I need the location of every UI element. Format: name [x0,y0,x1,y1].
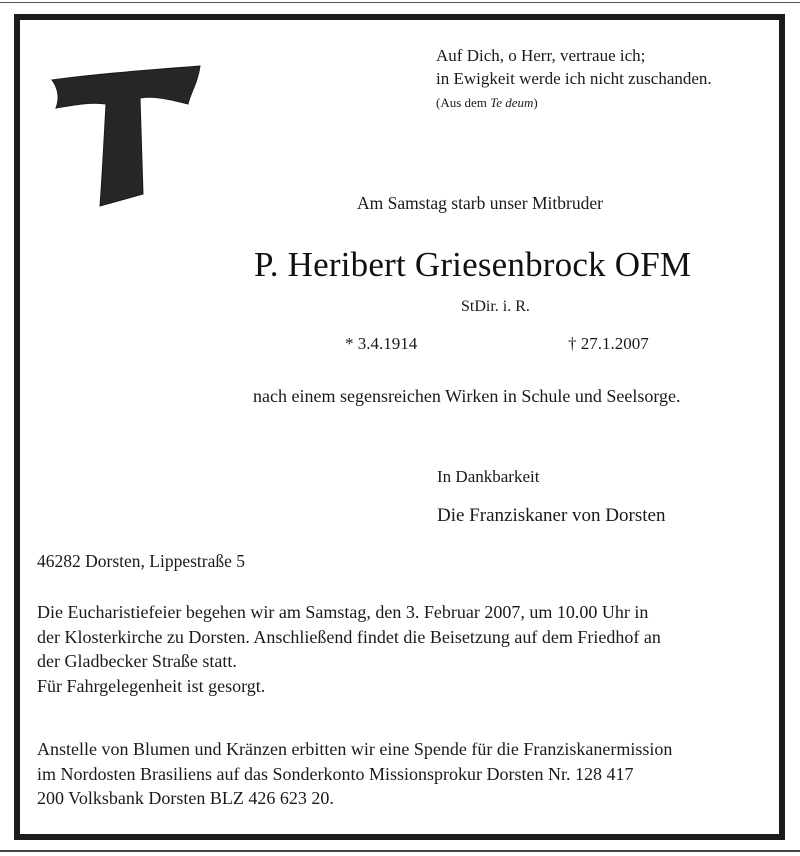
service-line: der Klosterkirche zu Dorsten. Anschließend findet die Beisetzung auf dem Friedhof an [37,626,661,647]
thanks-text: In Dankbarkeit [437,467,540,486]
scan-edge-bottom [0,850,800,852]
sender-name: Die Franziskaner von Dorsten [437,505,666,526]
service-line: der Gladbecker Straße statt. [37,651,237,671]
address-line: 46282 Dorsten, Lippestraße 5 [37,551,246,571]
deceased-title: StDir. i. R. [461,298,530,315]
motto-source [436,91,712,114]
motto-source-prefix: (Aus dem [436,95,491,110]
work-text: nach einem segensreichen Wirken in Schule und Seelsorge. [253,386,681,406]
service-paragraph [37,600,777,698]
donation-paragraph [37,737,777,811]
motto-source-title: Te deum [490,95,534,110]
motto-line-1: Auf Dich, o Herr, vertraue ich; [436,46,646,65]
donation-line: Anstelle von Blumen und Kränzen erbitten wir eine Spende für die Franziskanermission [37,739,673,759]
motto-line-2: in Ewigkeit werde ich nicht zuschanden. [436,69,712,88]
motto-quote [436,44,712,114]
service-line: Für Fahrgelegenheit ist gesorgt. [37,675,266,696]
scan-edge-top [0,2,800,3]
donation-line: im Nordosten Brasiliens auf das Sonderkonto Missionsprokur Dorsten Nr. 128 417 [37,763,634,784]
service-line: Die Eucharistiefeier begehen wir am Samstag, den 3. Februar 2007, um 10.00 Uhr in [37,602,649,622]
motto-source-suffix: ) [533,95,538,110]
donation-line: 200 Volksbank Dorsten BLZ 426 623 20. [37,788,334,808]
tau-cross-icon [40,60,210,210]
death-date: † 27.1.2007 [568,334,649,353]
birth-date: * 3.4.1914 [345,334,418,353]
deceased-name: P. Heribert Griesenbrock OFM [254,245,692,284]
intro-text: Am Samstag starb unser Mitbruder [357,193,603,213]
